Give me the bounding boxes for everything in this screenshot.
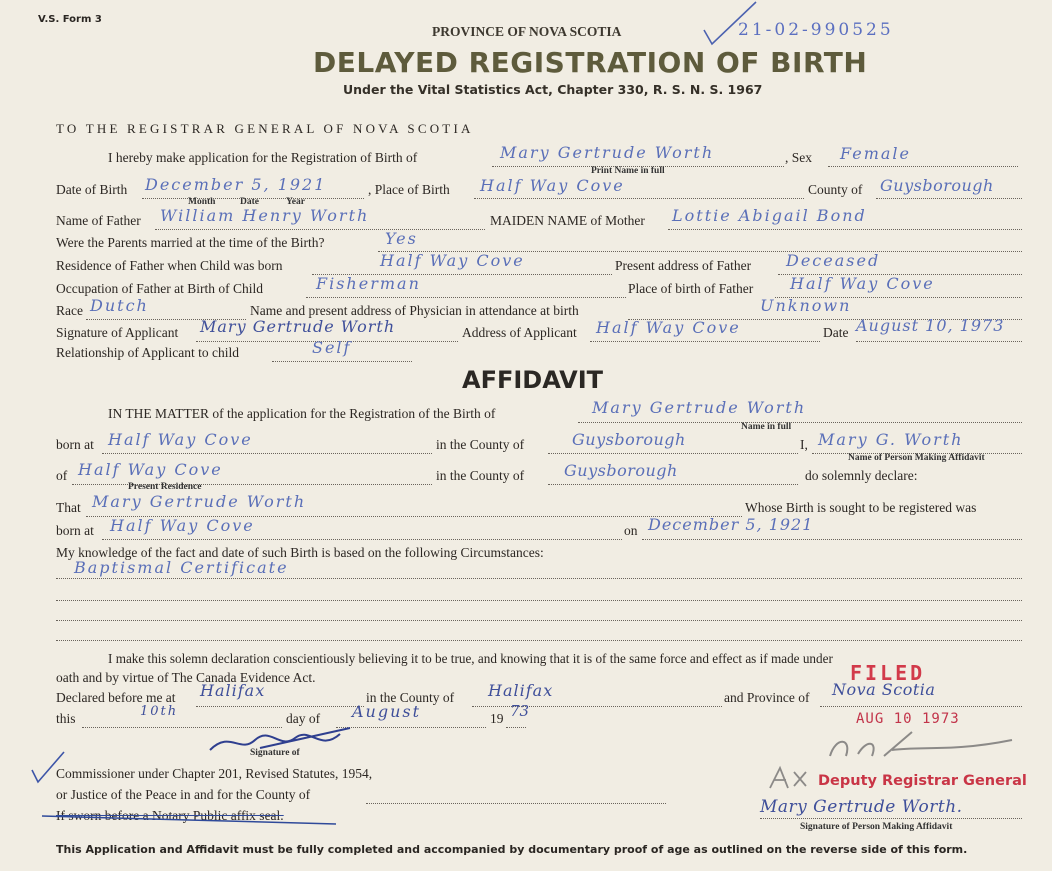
father-birthplace-value[interactable]: Half Way Cove [790, 274, 935, 293]
affidavit-heading: AFFIDAVIT [462, 366, 604, 394]
declared-label: Declared before me at [56, 690, 176, 705]
justice-label: or Justice of the Peace in and for the County of [56, 787, 311, 802]
notary-label: If sworn before a Notary Public affix seal. [56, 808, 284, 823]
matter-label: IN THE MATTER of the application for the Registration of the Birth of [108, 406, 496, 421]
declared-value[interactable]: Halifax [200, 681, 266, 700]
province-value[interactable]: Nova Scotia [832, 680, 936, 699]
solemn-line-1: I make this solemn declaration conscientiously believing it to be true, and knowing that it is of the same force and effect as if made under [108, 651, 833, 666]
physician-label: Name and present address of Physician in attendance at birth [250, 303, 579, 318]
day-of-value[interactable]: August [352, 702, 422, 721]
page-subtitle: Under the Vital Statistics Act, Chapter 330, R. S. N. S. 1967 [343, 82, 763, 97]
relationship-label: Relationship of Applicant to child [56, 345, 239, 360]
applicant-address-value[interactable]: Half Way Cove [596, 318, 741, 337]
race-label: Race [56, 303, 83, 318]
registrar-signature [822, 726, 1022, 770]
whose-birth-label: Whose Birth is sought to be registered was [745, 500, 977, 515]
intro-label: I hereby make application for the Registration of Birth of [108, 150, 418, 165]
applicant-address-label: Address of Applicant [462, 325, 577, 340]
sex-label: , Sex [785, 150, 812, 165]
county-label: County of [808, 182, 863, 197]
present-address-value[interactable]: Deceased [786, 251, 881, 270]
date-caption: Date [240, 197, 259, 207]
residence-value[interactable]: Half Way Cove [380, 251, 525, 270]
dob-label: Date of Birth [56, 182, 128, 197]
county-value[interactable]: Guysborough [880, 176, 994, 195]
occupation-value[interactable]: Fisherman [316, 274, 421, 293]
in-county-label-3: in the County of [366, 690, 455, 705]
date-value[interactable]: August 10, 1973 [856, 316, 1005, 335]
county-2-value[interactable]: Guysborough [564, 461, 678, 480]
this-label: this [56, 711, 76, 726]
day-of-label: day of [286, 711, 321, 726]
of-label: of [56, 468, 68, 483]
present-address-label: Present address of Father [615, 258, 752, 273]
page-title: DELAYED REGISTRATION OF BIRTH [313, 46, 868, 79]
declare-label: do solemnly declare: [805, 468, 918, 483]
knowledge-value[interactable]: Baptismal Certificate [74, 558, 289, 577]
applicant-signature-value[interactable]: Mary Gertrude Worth [200, 317, 396, 336]
born-at-label-2: born at [56, 523, 94, 538]
addressee: TO THE REGISTRAR GENERAL OF NOVA SCOTIA [56, 121, 474, 136]
province-label: and Province of [724, 690, 810, 705]
affiant-signature-caption: Signature of Person Making Affidavit [800, 822, 953, 832]
father-value[interactable]: William Henry Worth [160, 206, 370, 225]
deputy-registrar-stamp: Deputy Registrar General [818, 773, 1027, 789]
filed-stamp: FILED [850, 661, 926, 685]
dob-value[interactable]: December 5, 1921 [145, 175, 327, 194]
father-birthplace-label: Place of birth of Father [628, 281, 754, 296]
married-label: Were the Parents married at the time of the Birth? [56, 235, 325, 250]
county-3-value[interactable]: Halifax [488, 681, 554, 700]
father-label: Name of Father [56, 213, 141, 228]
residence-caption: Present Residence [128, 482, 202, 492]
initials-mark [764, 762, 814, 796]
name-caption: Print Name in full [591, 166, 665, 176]
mother-label: MAIDEN NAME of Mother [490, 213, 645, 228]
place-label: , Place of Birth [368, 182, 450, 197]
solemn-line-2: oath and by virtue of The Canada Evidence Act. [56, 670, 316, 685]
i-label: I, [800, 437, 808, 452]
year-prefix: 19 [490, 711, 504, 726]
on-label: on [624, 523, 638, 538]
signature-of-caption: Signature of [250, 748, 300, 758]
knowledge-label: My knowledge of the fact and date of such Birth is based on the following Circumstances: [56, 545, 544, 560]
place-value[interactable]: Half Way Cove [480, 176, 625, 195]
physician-value[interactable]: Unknown [760, 296, 852, 315]
sex-value[interactable]: Female [840, 144, 911, 163]
strike-through-mark [40, 806, 340, 832]
commissioner-label: Commissioner under Chapter 201, Revised Statutes, 1954, [56, 766, 373, 781]
that-label: That [56, 500, 81, 515]
affiant-caption: Name of Person Making Affidavit [848, 453, 985, 463]
province-heading: PROVINCE OF NOVA SCOTIA [432, 24, 622, 39]
year-caption: Year [286, 197, 305, 207]
applicant-signature-label: Signature of Applicant [56, 325, 179, 340]
name-full-caption: Name in full [741, 422, 792, 432]
in-county-label-2: in the County of [436, 468, 525, 483]
born-at-value[interactable]: Half Way Cove [108, 430, 253, 449]
of-value[interactable]: Half Way Cove [78, 460, 223, 479]
form-id: V.S. Form 3 [38, 14, 102, 25]
affiant-name-value[interactable]: Mary G. Worth [818, 430, 964, 449]
on-value[interactable]: December 5, 1921 [648, 515, 814, 534]
affiant-signature-value[interactable]: Mary Gertrude Worth. [760, 797, 963, 817]
relationship-value[interactable]: Self [312, 338, 352, 357]
child-name-value[interactable]: Mary Gertrude Worth [500, 143, 715, 162]
year-value[interactable]: 73 [510, 702, 530, 720]
mother-value[interactable]: Lottie Abigail Bond [672, 206, 867, 225]
born-at-2-value[interactable]: Half Way Cove [110, 516, 255, 535]
race-value[interactable]: Dutch [90, 296, 149, 315]
this-value[interactable]: 10th [140, 704, 179, 719]
county-1-value[interactable]: Guysborough [572, 430, 686, 449]
date-label: Date [823, 325, 849, 340]
married-value[interactable]: Yes [385, 229, 418, 248]
footer-note: This Application and Affidavit must be fully completed and accompanied by documentary proof of age as outlined on the reverse side of this form. [56, 843, 968, 856]
matter-value[interactable]: Mary Gertrude Worth [592, 398, 807, 417]
born-at-label: born at [56, 437, 94, 452]
month-caption: Month [188, 197, 216, 207]
file-number: 21-02-990525 [738, 20, 894, 40]
that-value[interactable]: Mary Gertrude Worth [92, 492, 307, 511]
residence-label: Residence of Father when Child was born [56, 258, 283, 273]
in-county-label: in the County of [436, 437, 525, 452]
filed-date-stamp: AUG 10 1973 [856, 711, 960, 727]
occupation-label: Occupation of Father at Birth of Child [56, 281, 263, 296]
